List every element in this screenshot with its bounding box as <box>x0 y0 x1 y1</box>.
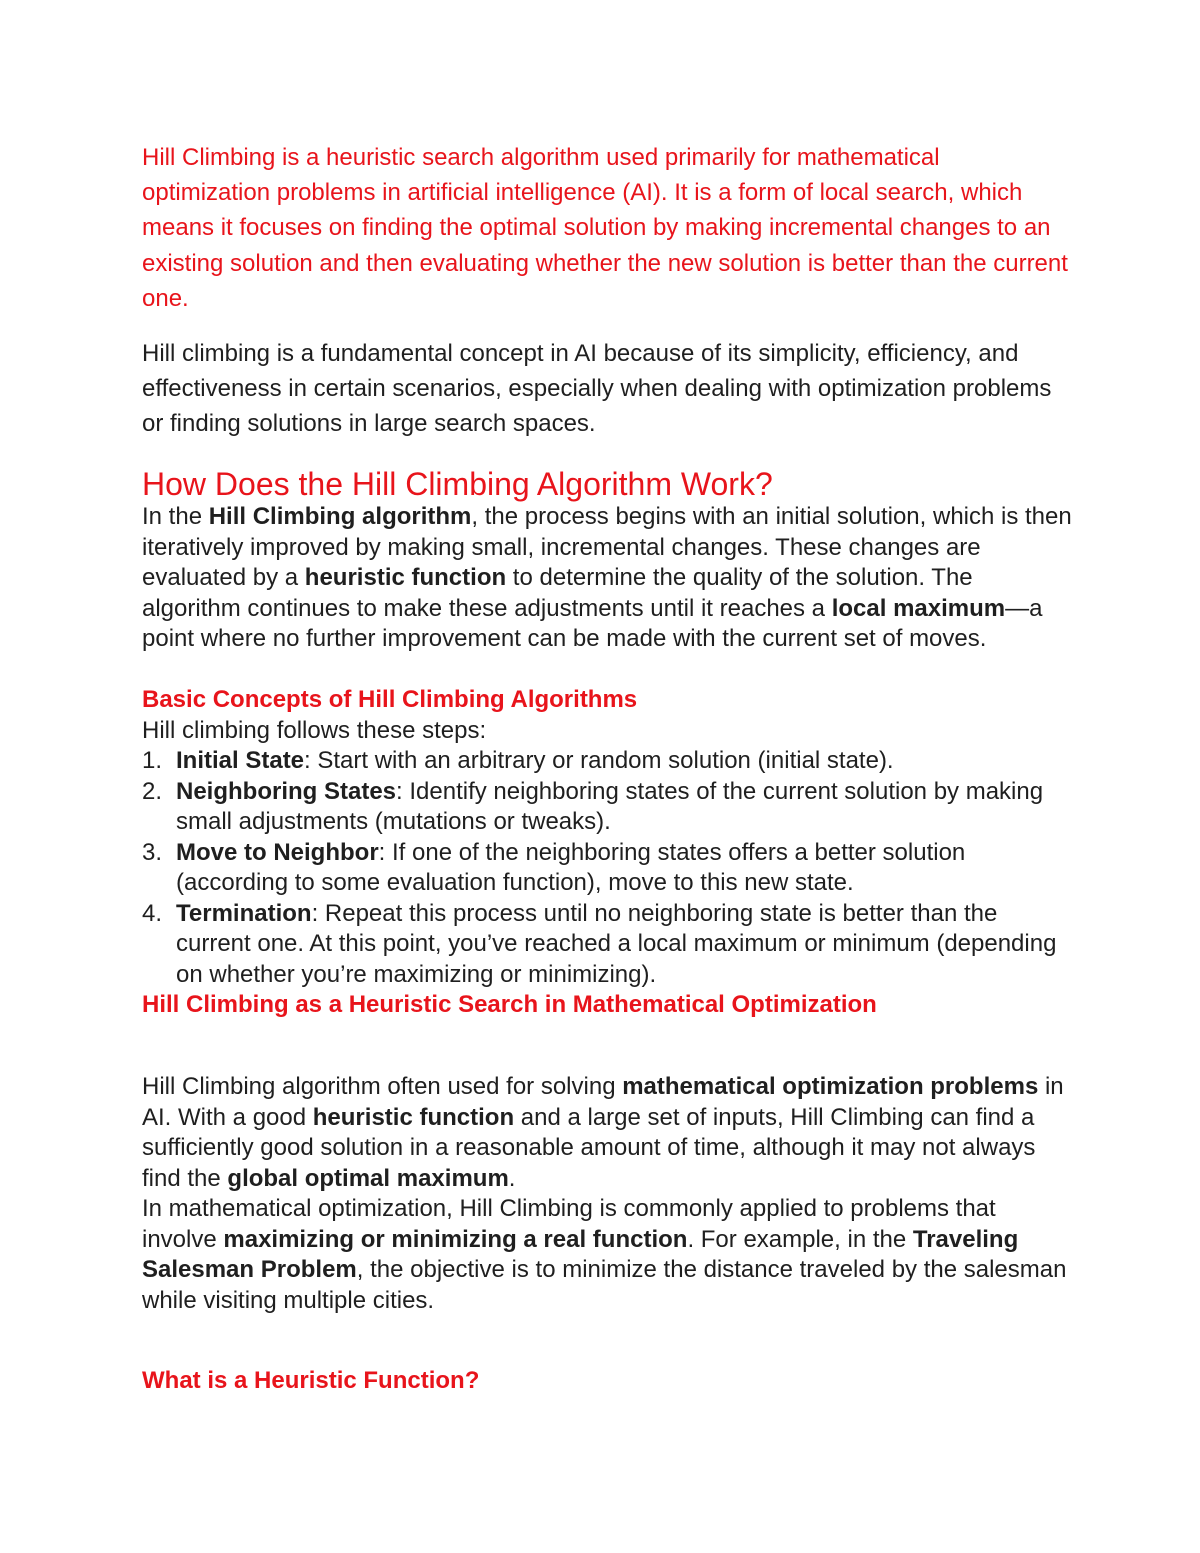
step-term: Termination <box>176 899 312 927</box>
text-run: , the process begins with an initial solution, which is then iteratively improved by making small, incremental changes. These changes are evaluated by a <box>142 503 1072 591</box>
bold-term: global optimal maximum <box>227 1164 509 1192</box>
text-run: . For example, in the <box>687 1225 913 1253</box>
list-item <box>142 838 1072 899</box>
step-term: Neighboring States <box>176 777 397 805</box>
fundamental-paragraph: Hill climbing is a fundamental concept in AI because of its simplicity, efficiency, and effectiveness in certain scenarios, especially when dealing with optimization problems or finding solutions in large search spaces. <box>142 340 1052 438</box>
optimization-paragraph-1 <box>142 1072 1072 1194</box>
list-number: 4. <box>142 899 163 927</box>
text-run: to determine the quality of the solution. The algorithm continues to make these adjustments until it reaches a <box>142 564 973 622</box>
text-run: , the objective is to minimize the distance traveled by the salesman while visiting multiple cities. <box>142 1256 1067 1314</box>
steps-list <box>142 746 1072 990</box>
text-run: . <box>508 1164 516 1192</box>
bold-term: mathematical optimization problems <box>622 1073 1039 1100</box>
list-number: 2. <box>142 777 163 805</box>
list-number: 1. <box>142 747 163 774</box>
optimization-paragraph-2 <box>142 1194 1072 1316</box>
text-run: In the <box>142 503 209 530</box>
step-term: Initial State <box>176 747 305 774</box>
text-run: Hill Climbing algorithm often used for solving <box>142 1073 623 1100</box>
step-term: Move to Neighbor <box>176 838 379 866</box>
bold-term: Hill Climbing algorithm <box>208 503 472 530</box>
text-run: —a point where no further improvement can be made with the current set of moves. <box>142 594 1043 652</box>
step-text: : If one of the neighboring states offers a better solution (according to some evaluation function), move to this new state. <box>176 838 966 896</box>
list-number: 3. <box>142 838 163 866</box>
bold-term: heuristic function <box>304 564 507 591</box>
list-item <box>142 899 1072 991</box>
section-heading-basic-concepts: Basic Concepts of Hill Climbing Algorithms <box>142 686 638 713</box>
steps-intro: Hill climbing follows these steps: <box>142 717 487 744</box>
intro-paragraph: Hill Climbing is a heuristic search algorithm used primarily for mathematical optimization problems in artificial intelligence (AI). It is a form of local search, which means it focuses on finding the optimal solution by making incremental changes to an existing solution and then evaluating whether the new solution is better than the current one. <box>142 144 1068 312</box>
list-item <box>142 746 1072 777</box>
bold-term: local maximum <box>831 594 1006 622</box>
bold-term: heuristic function <box>312 1103 515 1131</box>
section-heading-heuristic-search: Hill Climbing as a Heuristic Search in Mathematical Optimization <box>142 991 877 1018</box>
text-run: and a large set of inputs, Hill Climbing can find a sufficiently good solution in a reasonable amount of time, although it may not always find the <box>142 1103 1036 1192</box>
section-heading-how-it-works: How Does the Hill Climbing Algorithm Work? <box>142 466 773 502</box>
step-text: : Repeat this process until no neighboring state is better than the current one. At this point, you’ve reached a local maximum or minimum (depending on whether you’re maximizing or minimizing). <box>176 899 1057 988</box>
step-text: : Start with an arbitrary or random solution (initial state). <box>304 747 894 774</box>
bold-term: Traveling Salesman Problem <box>142 1225 1019 1283</box>
text-run: in AI. With a good <box>142 1073 1064 1131</box>
bold-term: maximizing or minimizing a real function <box>223 1225 688 1253</box>
section-heading-heuristic-function: What is a Heuristic Function? <box>142 1367 480 1394</box>
text-run: In mathematical optimization, Hill Climbing is commonly applied to problems that involve <box>142 1195 996 1253</box>
how-it-works-paragraph <box>142 502 1072 655</box>
step-text: : Identify neighboring states of the current solution by making small adjustments (mutations or tweaks). <box>176 777 1044 835</box>
list-item <box>142 777 1072 838</box>
